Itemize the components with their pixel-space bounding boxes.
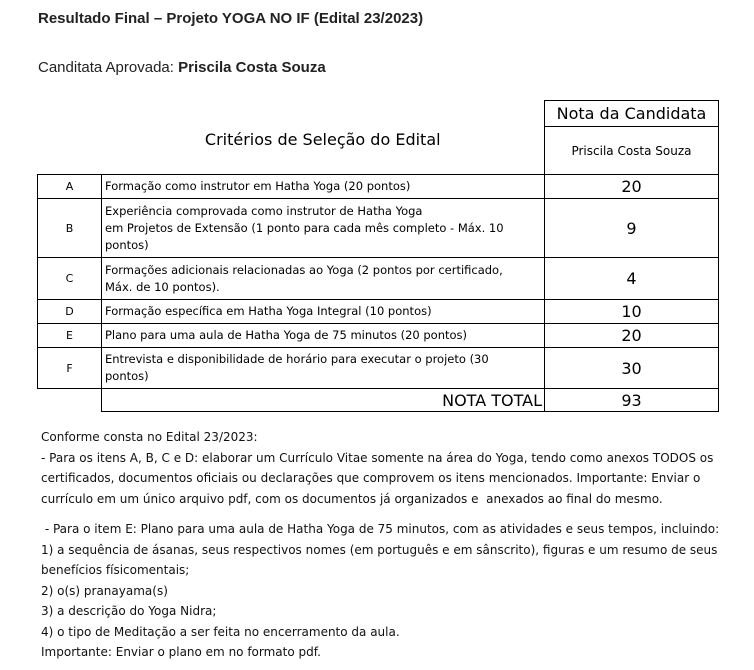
table-row xyxy=(38,300,719,324)
criterion-description xyxy=(102,175,545,199)
criterion-line: pontos) xyxy=(105,369,149,383)
total-row xyxy=(38,389,719,412)
approved-name: Priscila Costa Souza xyxy=(178,59,326,76)
notes-item-e xyxy=(41,519,731,663)
criterion-description xyxy=(102,199,545,258)
criterion-line: Formações adicionais relacionadas ao Yoga (2 pontos por certificado, xyxy=(105,262,503,277)
note-line: Importante: Enviar o plano em no formato pdf. xyxy=(41,645,321,659)
note-line: 3) a descrição do Yoga Nidra; xyxy=(41,604,217,618)
table-header-row xyxy=(38,101,719,127)
criterion-letter: E xyxy=(38,324,102,348)
criteria-header: Critérios de Seleção do Edital xyxy=(204,129,441,149)
criterion-letter: C xyxy=(38,258,102,300)
criterion-score: 20 xyxy=(545,175,719,199)
note-line: - Para o item E: Plano para uma aula de Hatha Yoga de 75 minutos, com as atividades e seus tempos, incluindo: xyxy=(41,522,720,536)
criterion-line: Formação como instrutor em Hatha Yoga (20 pontos) xyxy=(105,179,411,193)
criterion-score: 4 xyxy=(545,258,719,300)
criterion-line: Formação específica em Hatha Yoga Integral (10 pontos) xyxy=(105,304,432,318)
note-line: 2) o(s) pranayama(s) xyxy=(41,583,168,598)
note-line: certificados, documentos oficiais ou declarações que comprovem os itens mencionados. Importante: Enviar o xyxy=(41,471,701,485)
approved-candidate-line xyxy=(38,59,326,76)
criterion-line: em Projetos de Extensão (1 ponto para cada mês completo - Máx. 10 xyxy=(105,220,504,235)
note-line: 4) o tipo de Meditação a ser feita no encerramento da aula. xyxy=(41,624,400,639)
total-value: 93 xyxy=(545,389,719,412)
criterion-line: Experiência comprovada como instrutor de Hatha Yoga xyxy=(105,203,423,218)
criterion-letter: A xyxy=(38,175,102,199)
criterion-score: 9 xyxy=(545,199,719,258)
table-row xyxy=(38,199,719,258)
score-header: Nota da Candidata xyxy=(545,101,719,127)
candidate-name-header: Priscila Costa Souza xyxy=(545,127,719,175)
results-table xyxy=(37,100,719,412)
criterion-description xyxy=(102,348,545,389)
table-row xyxy=(38,175,719,199)
table-row xyxy=(38,258,719,300)
criterion-description xyxy=(102,324,545,348)
notes-abcd xyxy=(41,448,731,510)
note-line: currículo em um único arquivo pdf, com os documentos já organizados e anexados ao final do mesmo. xyxy=(41,491,663,506)
note-line: - Para os itens A, B, C e D: elaborar um Currículo Vitae somente na área do Yoga, tendo como anexos TODOS os xyxy=(41,450,714,465)
criterion-letter: F xyxy=(38,348,102,389)
criterion-letter: D xyxy=(38,300,102,324)
criterion-line: Entrevista e disponibilidade de horário para executar o projeto (30 xyxy=(105,352,489,366)
notes-section xyxy=(41,427,731,663)
note-line: 1) a sequência de ásanas, seus respectivos nomes (em português e em sânscrito), figuras e um resumo de seus xyxy=(41,542,718,557)
criterion-description xyxy=(102,258,545,300)
approved-label: Canditata Aprovada: xyxy=(38,59,174,76)
criterion-score: 20 xyxy=(545,324,719,348)
criterion-line: Máx. de 10 pontos). xyxy=(105,279,220,294)
table-row xyxy=(38,348,719,389)
criterion-letter: B xyxy=(38,199,102,258)
page-title: Resultado Final – Projeto YOGA NO IF (Edital 23/2023) xyxy=(38,10,424,27)
criterion-line: Plano para uma aula de Hatha Yoga de 75 minutos (20 pontos) xyxy=(105,328,468,342)
notes-intro: Conforme consta no Edital 23/2023: xyxy=(41,430,258,444)
criterion-score: 30 xyxy=(545,348,719,389)
criterion-description xyxy=(102,300,545,324)
total-label: NOTA TOTAL xyxy=(102,389,545,412)
note-line: benefícios físicomentais; xyxy=(41,563,190,577)
criterion-line: pontos) xyxy=(105,237,149,252)
table-row xyxy=(38,324,719,348)
criterion-score: 10 xyxy=(545,300,719,324)
